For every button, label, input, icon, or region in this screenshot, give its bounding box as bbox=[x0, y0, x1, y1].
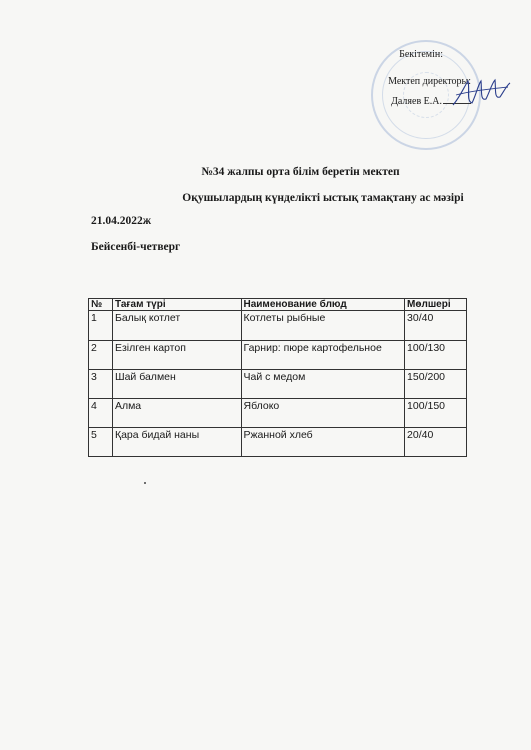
table-row bbox=[89, 311, 467, 341]
stray-mark bbox=[144, 482, 146, 484]
school-name: №34 жалпы орта білім беретін мектеп bbox=[201, 166, 400, 178]
table-header-row bbox=[89, 299, 467, 311]
cell-dish-name: Чай с медом bbox=[241, 370, 405, 399]
cell-portion: 30/40 bbox=[405, 311, 467, 341]
menu-table bbox=[88, 298, 467, 457]
cell-dish-type: Қара бидай наны bbox=[112, 428, 241, 457]
cell-dish-type: Алма bbox=[112, 399, 241, 428]
cell-portion: 20/40 bbox=[405, 428, 467, 457]
signature-icon bbox=[450, 75, 512, 113]
table-row bbox=[89, 370, 467, 399]
table-row bbox=[89, 399, 467, 428]
cell-number: 5 bbox=[89, 428, 113, 457]
cell-dish-type: Езілген картоп bbox=[112, 341, 241, 370]
cell-number: 1 bbox=[89, 311, 113, 341]
column-header-dish-type: Тағам түрі bbox=[112, 299, 241, 311]
cell-portion: 150/200 bbox=[405, 370, 467, 399]
column-header-number: № bbox=[89, 299, 113, 311]
cell-dish-name: Котлеты рыбные bbox=[241, 311, 405, 341]
menu-date: 21.04.2022ж bbox=[91, 215, 152, 227]
cell-dish-name: Яблоко bbox=[241, 399, 405, 428]
cell-dish-name: Гарнир: пюре картофельное bbox=[241, 341, 405, 370]
cell-dish-type: Балық котлет bbox=[112, 311, 241, 341]
column-header-dish-name: Наименование блюд bbox=[241, 299, 405, 311]
cell-portion: 100/130 bbox=[405, 341, 467, 370]
director-label: Мектеп директоры: bbox=[388, 76, 471, 87]
menu-weekday: Бейсенбі-четверг bbox=[91, 241, 181, 253]
cell-portion: 100/150 bbox=[405, 399, 467, 428]
table-row bbox=[89, 428, 467, 457]
column-header-portion: Мөлшері bbox=[405, 299, 467, 311]
cell-number: 3 bbox=[89, 370, 113, 399]
director-name: Даляев Е.А. bbox=[391, 97, 471, 107]
menu-title: Оқушылардың күнделікті ыстық тамақтану ас мәзірі bbox=[182, 192, 464, 204]
cell-number: 4 bbox=[89, 399, 113, 428]
cell-number: 2 bbox=[89, 341, 113, 370]
cell-dish-type: Шай балмен bbox=[112, 370, 241, 399]
approval-label: Бекітемін: bbox=[399, 49, 443, 60]
cell-dish-name: Ржанной хлеб bbox=[241, 428, 405, 457]
table-row bbox=[89, 341, 467, 370]
